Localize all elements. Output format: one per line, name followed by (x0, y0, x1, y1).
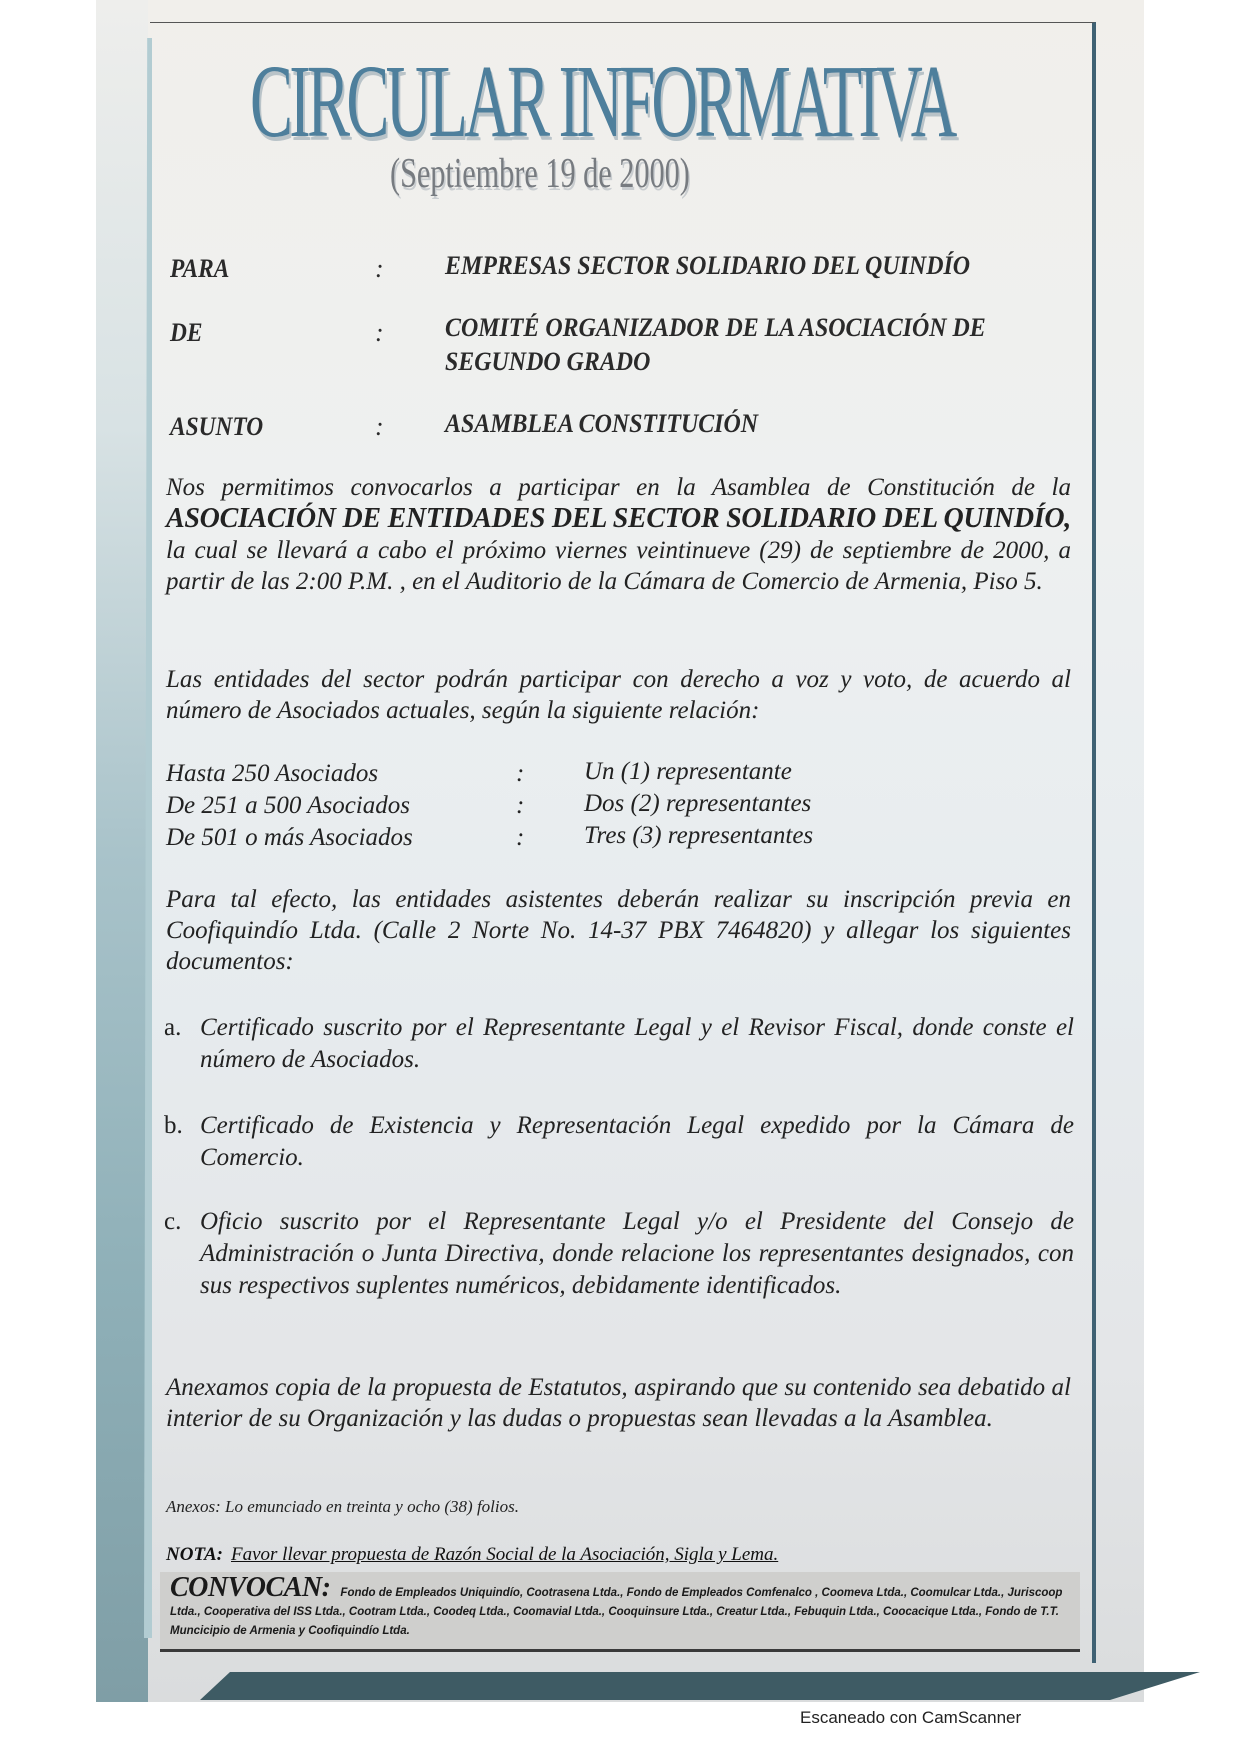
note-label: NOTA: (166, 1544, 223, 1565)
note-line (166, 1544, 778, 1566)
header-colon: : (375, 254, 384, 283)
intro-paragraph (166, 472, 1071, 597)
intro-details: la cual se llevará a cabo el próximo viernes veintinueve (29) de septiembre de 2000, a partir de las 2:00 P.M. , en el Auditorio de la Cámara de Comercio de Armenia, Piso 5. (166, 537, 1071, 595)
document-item-b (164, 1110, 1074, 1174)
relation-range: De 251 a 500 Asociados (166, 792, 410, 819)
item-marker: b. (164, 1112, 183, 1139)
header-value: ASAMBLEA CONSTITUCIÓN (445, 409, 759, 438)
frame-bottom-shadow (200, 1672, 1200, 1700)
relation-colon: : (516, 824, 525, 851)
item-marker: a. (164, 1014, 182, 1041)
convocan-organizations: Fondo de Empleados Uniquindío, Cootrasena Ltda., Fondo de Empleados Comfenalco , Coomeva Ltda., Coomulcar Ltda., Juriscoop Ltda., Cooperativa del ISS Ltda., Cootram Ltda., Coodeq Ltda., Coomavial Ltda., Cooquinsure Ltda., Creatur Ltda., Febuquin Ltda., Coocacique Ltda., Fondo de T.T. Muncicipio de Armenia y Coofiquindío Ltda. (170, 1587, 1063, 1637)
closing-paragraph: Anexamos copia de la propuesta de Estatutos, aspirando que su contenido sea debatido al interior de su Organización y las dudas o propuestas sean llevadas a la Asamblea. (166, 1374, 1071, 1432)
header-value: COMITÉ ORGANIZADOR DE LA ASOCIACIÓN DE (445, 313, 986, 342)
item-marker: c. (164, 1208, 182, 1235)
relation-representatives: Un (1) representante (584, 758, 792, 785)
item-text: Oficio suscrito por el Representante Legal y/o el Presidente del Consejo de Administración o Junta Directiva, donde relacione los representantes designados, con sus respectivos suplentes numéricos, debidamente identificados. (200, 1208, 1074, 1299)
convocan-box (160, 1572, 1080, 1652)
header-label: DE (170, 318, 203, 347)
header-label: PARA (170, 254, 230, 283)
left-shadow-band (96, 0, 148, 1702)
relation-colon: : (516, 792, 525, 819)
item-text: Certificado de Existencia y Representación Legal expedido por la Cámara de Comercio. (200, 1112, 1074, 1171)
relation-colon: : (516, 760, 525, 787)
convocan-label: CONVOCAN: (170, 1572, 331, 1603)
registration-paragraph: Para tal efecto, las entidades asistentes deberán realizar su inscripción previa en Coofiquindío Ltda. (Calle 2 Norte No. 14-37 PBX 7464820) y allegar los siguientes documentos: (166, 886, 1071, 975)
header-colon: : (375, 318, 384, 347)
header-colon: : (375, 412, 384, 441)
relation-representatives: Dos (2) representantes (584, 790, 812, 817)
note-text: Favor llevar propuesta de Razón Social de la Asociación, Sigla y Lema. (231, 1544, 779, 1565)
intro-text: Nos permitimos convocarlos a participar en la Asamblea de Constitución de la (166, 474, 1071, 501)
header-value-line2: SEGUNDO GRADO (445, 347, 651, 376)
document-title: CIRCULAR INFORMATIVA (250, 44, 954, 159)
header-label: ASUNTO (170, 412, 264, 441)
document-item-c (164, 1206, 1074, 1302)
annexes-line: Anexos: Lo emunciado en treinta y ocho (38) folios. (166, 1497, 519, 1516)
relation-representatives: Tres (3) representantes (584, 822, 814, 849)
relation-range: De 501 o más Asociados (166, 824, 413, 851)
association-name: ASOCIACIÓN DE ENTIDADES DEL SECTOR SOLIDARIO DEL QUINDÍO, (166, 503, 1071, 534)
participation-paragraph: Las entidades del sector podrán participar con derecho a voz y voto, de acuerdo al número de Asociados actuales, según la siguiente relación: (166, 666, 1071, 724)
document-item-a (164, 1012, 1074, 1076)
relation-range: Hasta 250 Asociados (166, 760, 379, 787)
camscanner-watermark: Escaneado con CamScanner (800, 1708, 1022, 1727)
document-date: (Septiembre 19 de 2000) (390, 151, 690, 197)
header-value: EMPRESAS SECTOR SOLIDARIO DEL QUINDÍO (445, 251, 971, 280)
item-text: Certificado suscrito por el Representante Legal y el Revisor Fiscal, donde conste el número de Asociados. (200, 1014, 1074, 1073)
